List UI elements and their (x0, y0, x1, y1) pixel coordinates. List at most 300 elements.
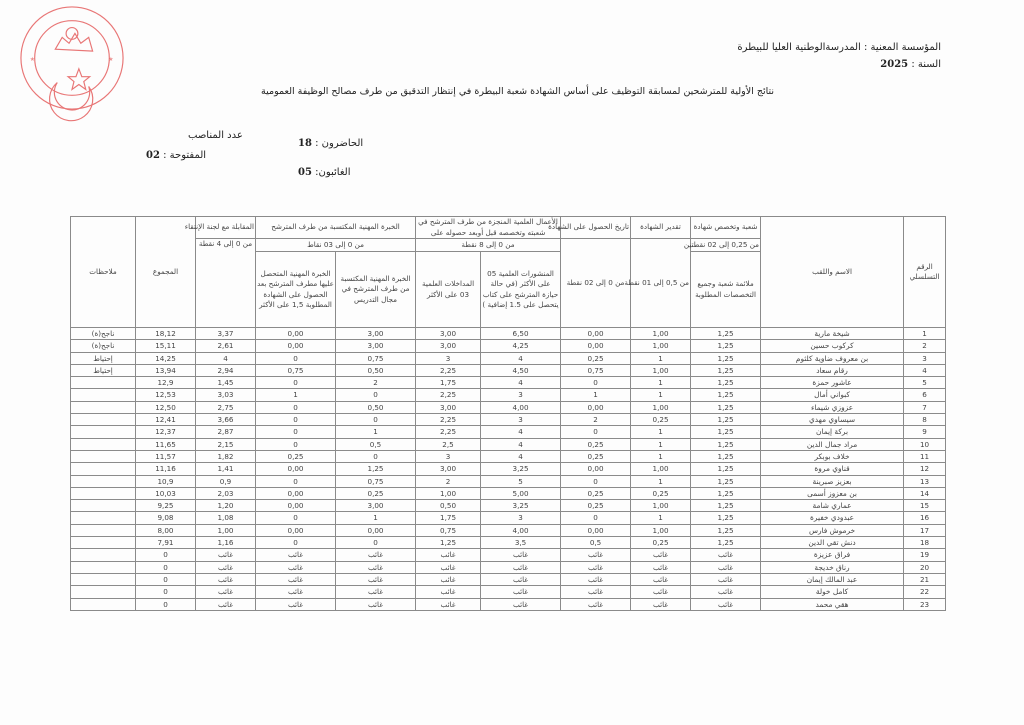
specialty-cell: 1,25 (691, 463, 761, 475)
notes-cell (71, 450, 136, 462)
grade-cell: غائب (631, 598, 691, 610)
total-cell: 15,11 (136, 340, 196, 352)
exp-after-cell: غائب (256, 549, 336, 561)
exp-after-cell: غائب (256, 598, 336, 610)
year-label: السنة : (911, 59, 941, 70)
exp-after-cell: غائب (256, 561, 336, 573)
table-row (71, 352, 946, 364)
total-cell: 9,08 (136, 512, 196, 524)
header-scientific: الأعمال العلمية المنجزة من طرف المترشح في شعبته وتخصصه قبل أوبعد حصوله على (416, 217, 561, 239)
publications-cell: 5,00 (481, 487, 561, 499)
specialty-cell: غائب (691, 573, 761, 585)
notes-cell (71, 524, 136, 536)
notes-cell (71, 377, 136, 389)
publications-cell: 4,00 (481, 524, 561, 536)
exp-after-cell: 0,00 (256, 463, 336, 475)
publications-cell: 4,50 (481, 364, 561, 376)
notes-cell: ناجح(ة) (71, 340, 136, 352)
interview-cell: 1,00 (196, 524, 256, 536)
exp-teaching-cell: 0,50 (336, 401, 416, 413)
header-total: المجموع (136, 217, 196, 328)
notes-cell (71, 512, 136, 524)
exp-after-cell: 0 (256, 377, 336, 389)
exp-after-cell: 0 (256, 401, 336, 413)
exp-teaching-cell: 3,00 (336, 328, 416, 340)
total-cell: 11,65 (136, 438, 196, 450)
total-cell: 0 (136, 561, 196, 573)
name-cell: عبدودي خفيرة (761, 512, 904, 524)
date-cell: 0,25 (561, 487, 631, 499)
exp-teaching-cell: غائب (336, 586, 416, 598)
exp-teaching-cell: 3,00 (336, 500, 416, 512)
notes-cell (71, 426, 136, 438)
table-row (71, 414, 946, 426)
interview-cell: 0,9 (196, 475, 256, 487)
interview-cell: غائب (196, 586, 256, 598)
grade-cell: 1,00 (631, 500, 691, 512)
header-exp-teaching: الخبرة المهنية المكتسبة من طرف المترشح في مجال التدريس (336, 252, 416, 328)
present-value: 18 (298, 138, 312, 149)
interview-cell: 2,94 (196, 364, 256, 376)
table-row (71, 377, 946, 389)
date-cell: 0,00 (561, 401, 631, 413)
conferences-cell: 1,25 (416, 537, 481, 549)
interview-cell: 1,16 (196, 537, 256, 549)
conferences-cell: 3 (416, 450, 481, 462)
grade-cell: 1 (631, 438, 691, 450)
exp-after-cell: 0,75 (256, 364, 336, 376)
total-cell: 10,9 (136, 475, 196, 487)
name-cell: كبواني أمال (761, 389, 904, 401)
name-cell: مراد جمال الدين (761, 438, 904, 450)
publications-cell: 4,00 (481, 401, 561, 413)
exp-teaching-cell: 2 (336, 377, 416, 389)
exp-after-cell: 0 (256, 414, 336, 426)
header-specialty-sub: ملائمة شعبة وجميع التخصصات المطلوبة (691, 252, 761, 328)
conferences-cell: 3 (416, 352, 481, 364)
total-cell: 12,37 (136, 426, 196, 438)
publications-cell: 3 (481, 414, 561, 426)
total-cell: 0 (136, 573, 196, 585)
total-cell: 8,00 (136, 524, 196, 536)
grade-cell: 1,00 (631, 328, 691, 340)
date-cell: غائب (561, 561, 631, 573)
name-cell: عاشور حمزة (761, 377, 904, 389)
specialty-cell: 1,25 (691, 438, 761, 450)
notes-cell (71, 438, 136, 450)
exp-teaching-cell: 0,75 (336, 352, 416, 364)
header-specialty: شعبة وتخصص شهادة (691, 217, 761, 239)
grade-cell: 1 (631, 377, 691, 389)
name-cell: فراق عزيزة (761, 549, 904, 561)
exp-teaching-cell: 0,25 (336, 487, 416, 499)
publications-cell: 3,5 (481, 537, 561, 549)
svg-text:★: ★ (29, 56, 36, 63)
interview-cell: 2,75 (196, 401, 256, 413)
publications-cell: غائب (481, 598, 561, 610)
date-cell: 0 (561, 512, 631, 524)
conferences-cell: 2,25 (416, 426, 481, 438)
table-row (71, 450, 946, 462)
date-cell: 0,00 (561, 463, 631, 475)
present-count-line (298, 138, 363, 149)
exp-after-cell: 0 (256, 438, 336, 450)
date-cell: 0 (561, 426, 631, 438)
total-cell: 0 (136, 598, 196, 610)
total-cell: 11,16 (136, 463, 196, 475)
serial-cell: 5 (904, 377, 946, 389)
specialty-cell: غائب (691, 549, 761, 561)
exp-teaching-cell: 0,75 (336, 475, 416, 487)
interview-cell: غائب (196, 598, 256, 610)
grade-cell: غائب (631, 573, 691, 585)
notes-cell (71, 414, 136, 426)
interview-cell: 1,41 (196, 463, 256, 475)
header-grade-range: من 0,5 إلى 01 نقطة (631, 239, 691, 328)
notes-cell (71, 586, 136, 598)
header-grade: تقدير الشهادة (631, 217, 691, 239)
specialty-cell: 1,25 (691, 512, 761, 524)
publications-cell: 3 (481, 512, 561, 524)
serial-cell: 3 (904, 352, 946, 364)
exp-teaching-cell: غائب (336, 561, 416, 573)
date-cell: 0 (561, 377, 631, 389)
conferences-cell: 2 (416, 475, 481, 487)
name-cell: دنش تقي الدين (761, 537, 904, 549)
conferences-cell: 3,00 (416, 463, 481, 475)
name-cell: قناوي مروة (761, 463, 904, 475)
exp-after-cell: غائب (256, 586, 336, 598)
conferences-cell: 1,75 (416, 512, 481, 524)
exp-after-cell: 0 (256, 426, 336, 438)
conferences-cell: غائب (416, 598, 481, 610)
interview-cell: 2,15 (196, 438, 256, 450)
publications-cell: 5 (481, 475, 561, 487)
year-value: 2025 (880, 59, 909, 70)
publications-cell: 3 (481, 389, 561, 401)
serial-cell: 20 (904, 561, 946, 573)
exp-teaching-cell: 1,25 (336, 463, 416, 475)
table-row (71, 438, 946, 450)
svg-text:★: ★ (108, 56, 114, 63)
total-cell: 12,50 (136, 401, 196, 413)
conferences-cell: 0,50 (416, 500, 481, 512)
date-cell: غائب (561, 549, 631, 561)
serial-cell: 9 (904, 426, 946, 438)
publications-cell: غائب (481, 586, 561, 598)
serial-cell: 1 (904, 328, 946, 340)
serial-cell: 6 (904, 389, 946, 401)
interview-cell: 4 (196, 352, 256, 364)
name-cell: كركوب حسين (761, 340, 904, 352)
name-cell: عبد المالك إيمان (761, 573, 904, 585)
notes-cell (71, 487, 136, 499)
name-cell: كامل خولة (761, 586, 904, 598)
notes-cell: إحتياط (71, 352, 136, 364)
conferences-cell: 3,00 (416, 401, 481, 413)
table-row (71, 463, 946, 475)
notes-cell (71, 475, 136, 487)
absent-count-line (298, 167, 351, 178)
interview-cell: 1,20 (196, 500, 256, 512)
interview-cell: 2,03 (196, 487, 256, 499)
grade-cell: غائب (631, 549, 691, 561)
specialty-cell: 1,25 (691, 537, 761, 549)
exp-teaching-cell: 1 (336, 512, 416, 524)
total-cell: 14,25 (136, 352, 196, 364)
interview-cell: 1,45 (196, 377, 256, 389)
publications-cell: 6,50 (481, 328, 561, 340)
table-row (71, 364, 946, 376)
grade-cell: 1 (631, 426, 691, 438)
specialty-cell: غائب (691, 561, 761, 573)
header-interview-range: من 0 إلى 4 نقطة (196, 239, 256, 328)
header-publications: المنشورات العلمية 05 على الأكثر (في حالة حيازة المترشح على كتاب يتحصل على 1.5 إضافية ) (481, 252, 561, 328)
name-cell: هقي محمد (761, 598, 904, 610)
interview-cell: 3,37 (196, 328, 256, 340)
publications-cell: غائب (481, 561, 561, 573)
exp-after-cell: 0,00 (256, 500, 336, 512)
table-row (71, 549, 946, 561)
notes-cell (71, 401, 136, 413)
date-cell: غائب (561, 598, 631, 610)
interview-cell: 3,66 (196, 414, 256, 426)
conferences-cell: 2,5 (416, 438, 481, 450)
publications-cell: 4 (481, 438, 561, 450)
date-cell: 1 (561, 389, 631, 401)
conferences-cell: 0,75 (416, 524, 481, 536)
interview-cell: غائب (196, 573, 256, 585)
official-seal-icon (18, 4, 126, 112)
serial-cell: 10 (904, 438, 946, 450)
date-cell: غائب (561, 573, 631, 585)
name-cell: سيساوي مهدي (761, 414, 904, 426)
table-row (71, 475, 946, 487)
date-cell: 2 (561, 414, 631, 426)
grade-cell: غائب (631, 586, 691, 598)
table-row (71, 598, 946, 610)
table-row (71, 586, 946, 598)
serial-cell: 2 (904, 340, 946, 352)
serial-cell: 7 (904, 401, 946, 413)
specialty-cell: 1,25 (691, 352, 761, 364)
header-specialty-range: من 0,25 إلى 02 نقطتين (691, 239, 761, 252)
exp-after-cell: 0,00 (256, 487, 336, 499)
grade-cell: 0,25 (631, 414, 691, 426)
header-conferences: المداخلات العلمية 03 على الأكثر (416, 252, 481, 328)
name-cell: بعزيز صبرينة (761, 475, 904, 487)
exp-after-cell: 0,00 (256, 524, 336, 536)
name-cell: بن معزوز أسمى (761, 487, 904, 499)
header-name: الاسم واللقب (761, 217, 904, 328)
serial-cell: 21 (904, 573, 946, 585)
specialty-cell: غائب (691, 598, 761, 610)
notes-cell: إحتياط (71, 364, 136, 376)
exp-after-cell: 0,00 (256, 328, 336, 340)
header-experience-range: من 0 إلى 03 نقاط (256, 239, 416, 252)
serial-cell: 23 (904, 598, 946, 610)
serial-cell: 17 (904, 524, 946, 536)
interview-cell: 1,82 (196, 450, 256, 462)
name-cell: عزوزي شيماء (761, 401, 904, 413)
date-cell: 0,5 (561, 537, 631, 549)
specialty-cell: 1,25 (691, 487, 761, 499)
exp-after-cell: 0,00 (256, 340, 336, 352)
absent-value: 05 (298, 167, 312, 178)
table-row (71, 500, 946, 512)
exp-teaching-cell: 0 (336, 414, 416, 426)
grade-cell: 0,25 (631, 537, 691, 549)
notes-cell (71, 561, 136, 573)
grade-cell: 1 (631, 352, 691, 364)
specialty-cell: 1,25 (691, 328, 761, 340)
grade-cell: 1 (631, 512, 691, 524)
date-cell: 0,00 (561, 340, 631, 352)
total-cell: 11,57 (136, 450, 196, 462)
header-date-range: من 0 إلى 02 نقطة (561, 239, 631, 328)
conferences-cell: غائب (416, 561, 481, 573)
serial-cell: 15 (904, 500, 946, 512)
table-row (71, 487, 946, 499)
results-table (70, 216, 946, 611)
grade-cell: 1 (631, 450, 691, 462)
specialty-cell: 1,25 (691, 340, 761, 352)
publications-cell: 3,25 (481, 463, 561, 475)
notes-cell (71, 598, 136, 610)
exp-teaching-cell: 1 (336, 426, 416, 438)
grade-cell: 1 (631, 389, 691, 401)
specialty-cell: 1,25 (691, 364, 761, 376)
total-cell: 7,91 (136, 537, 196, 549)
table-row (71, 561, 946, 573)
date-cell: غائب (561, 586, 631, 598)
serial-cell: 4 (904, 364, 946, 376)
absent-label: الغائبون: (315, 167, 351, 178)
specialty-cell: 1,25 (691, 389, 761, 401)
serial-cell: 12 (904, 463, 946, 475)
exp-teaching-cell: 0 (336, 450, 416, 462)
date-cell: 0,75 (561, 364, 631, 376)
serial-cell: 13 (904, 475, 946, 487)
total-cell: 18,12 (136, 328, 196, 340)
specialty-cell: 1,25 (691, 475, 761, 487)
total-cell: 12,41 (136, 414, 196, 426)
name-cell: خرموش فارس (761, 524, 904, 536)
notes-cell (71, 500, 136, 512)
document-title: نتائج الأولية للمترشحين لمسابقة التوظيف على أساس الشهادة شعبة البيطرة في إنتظار التدقيق من طرف مصالح الوظيفة العمومية (261, 86, 774, 97)
interview-cell: 1,08 (196, 512, 256, 524)
table-row (71, 328, 946, 340)
exp-teaching-cell: 0,50 (336, 364, 416, 376)
name-cell: رناق خديجة (761, 561, 904, 573)
interview-cell: 2,61 (196, 340, 256, 352)
total-cell: 9,25 (136, 500, 196, 512)
exp-teaching-cell: غائب (336, 598, 416, 610)
publications-cell: 3,25 (481, 500, 561, 512)
header-scientific-range: من 0 إلى 8 نقطة (416, 239, 561, 252)
conferences-cell: 2,25 (416, 364, 481, 376)
exp-after-cell: غائب (256, 573, 336, 585)
date-cell: 0,25 (561, 438, 631, 450)
exp-after-cell: 0 (256, 352, 336, 364)
total-cell: 10,03 (136, 487, 196, 499)
specialty-cell: غائب (691, 586, 761, 598)
institution-label: المؤسسة المعنية : المدرسةالوطنية العليا للبيطرة (737, 42, 941, 53)
posts-label-line2 (146, 150, 206, 161)
conferences-cell: 1,00 (416, 487, 481, 499)
publications-cell: غائب (481, 573, 561, 585)
exp-teaching-cell: 0,00 (336, 524, 416, 536)
serial-cell: 19 (904, 549, 946, 561)
publications-cell: غائب (481, 549, 561, 561)
publications-cell: 4 (481, 426, 561, 438)
specialty-cell: 1,25 (691, 450, 761, 462)
serial-cell: 8 (904, 414, 946, 426)
grade-cell: 0,25 (631, 487, 691, 499)
total-cell: 13,94 (136, 364, 196, 376)
grade-cell: 1,00 (631, 401, 691, 413)
exp-teaching-cell: غائب (336, 573, 416, 585)
table-row (71, 389, 946, 401)
publications-cell: 4 (481, 450, 561, 462)
specialty-cell: 1,25 (691, 401, 761, 413)
header-exp-after: الخبرة المهنية المتحصل عليها مطرف المترشح بعد الحصول على الشهادة المطلوبة 1,5 على الأكثر (256, 252, 336, 328)
exp-teaching-cell: 0,5 (336, 438, 416, 450)
table-row (71, 537, 946, 549)
interview-cell: غائب (196, 549, 256, 561)
serial-cell: 14 (904, 487, 946, 499)
date-cell: 0,25 (561, 352, 631, 364)
notes-cell (71, 549, 136, 561)
exp-teaching-cell: غائب (336, 549, 416, 561)
grade-cell: 1,00 (631, 364, 691, 376)
notes-cell (71, 389, 136, 401)
present-label: الحاضرون : (315, 138, 364, 149)
grade-cell: 1 (631, 475, 691, 487)
header-experience: الخبرة المهنية المكتسبة من طرف المترشح (256, 217, 416, 239)
total-cell: 0 (136, 586, 196, 598)
name-cell: عماري شامة (761, 500, 904, 512)
exp-after-cell: 0 (256, 512, 336, 524)
date-cell: 0 (561, 475, 631, 487)
interview-cell: 3,03 (196, 389, 256, 401)
date-cell: 0,00 (561, 328, 631, 340)
table-row (71, 401, 946, 413)
exp-teaching-cell: 0 (336, 537, 416, 549)
specialty-cell: 1,25 (691, 377, 761, 389)
specialty-cell: 1,25 (691, 500, 761, 512)
specialty-cell: 1,25 (691, 426, 761, 438)
notes-cell (71, 573, 136, 585)
serial-cell: 18 (904, 537, 946, 549)
conferences-cell: 2,25 (416, 414, 481, 426)
specialty-cell: 1,25 (691, 524, 761, 536)
publications-cell: 4 (481, 377, 561, 389)
exp-after-cell: 0,25 (256, 450, 336, 462)
table-row (71, 512, 946, 524)
header-date: تاريخ الحصول على الشهادة (561, 217, 631, 239)
total-cell: 12,53 (136, 389, 196, 401)
table-row (71, 426, 946, 438)
conferences-cell: غائب (416, 573, 481, 585)
exp-after-cell: 0 (256, 475, 336, 487)
date-cell: 0,25 (561, 450, 631, 462)
conferences-cell: 3,00 (416, 328, 481, 340)
grade-cell: 1,00 (631, 524, 691, 536)
name-cell: بن معروف ضاوية كلثوم (761, 352, 904, 364)
serial-cell: 16 (904, 512, 946, 524)
exp-after-cell: 0 (256, 537, 336, 549)
